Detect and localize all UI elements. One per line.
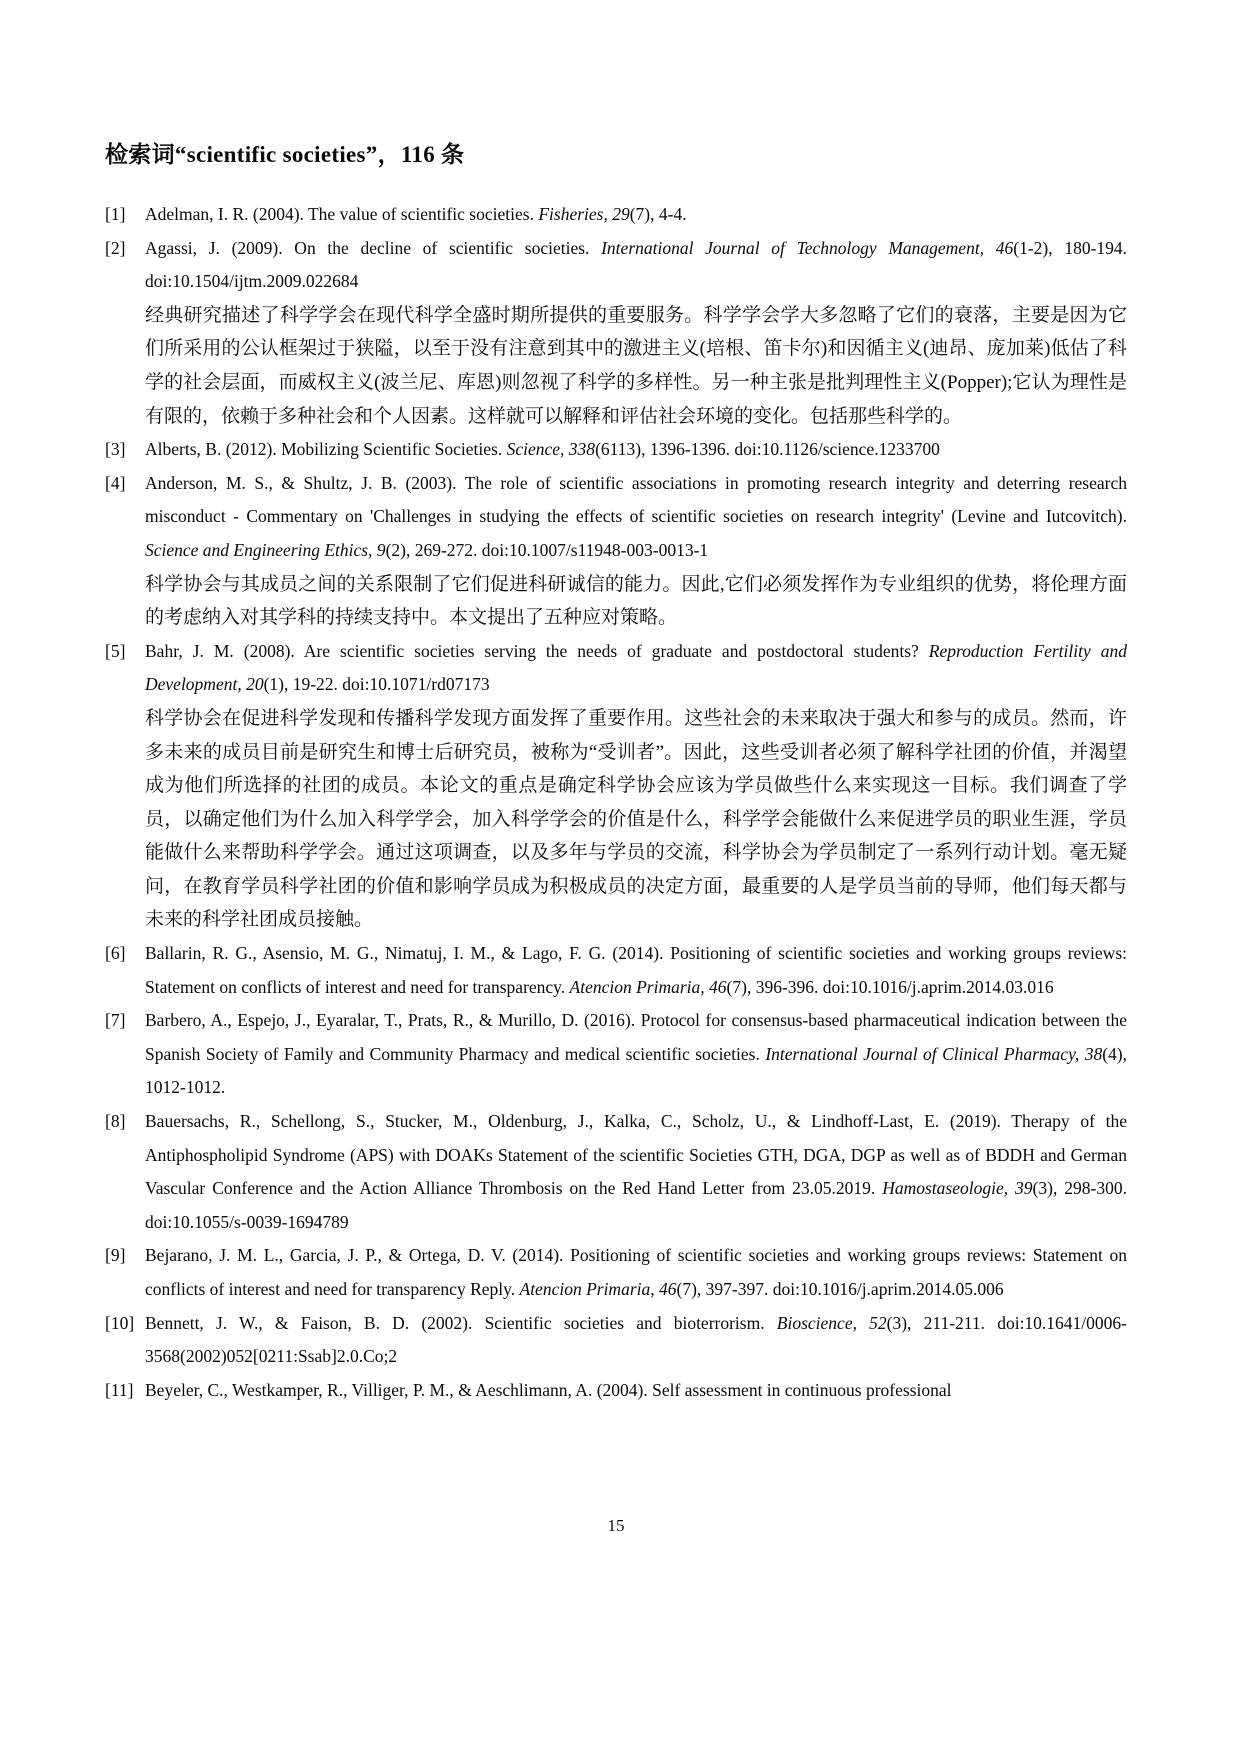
reference-item	[105, 937, 1127, 1004]
reference-citation: Bejarano, J. M. L., Garcia, J. P., & Ortega, D. V. (2014). Positioning of scientific societies and working groups reviews: Statement on conflicts of interest and need for transparency Reply. Atencion Primaria, 46(7), 397-397. doi:10.1016/j.aprim.2014.05.006	[145, 1245, 1127, 1299]
reference-abstract-zh: 科学协会在促进科学发现和传播科学发现方面发挥了重要作用。这些社会的未来取决于强大和参与的成员。然而，许多未来的成员目前是研究生和博士后研究员，被称为“受训者”。因此，这些受训者必须了解科学社团的价值，并渴望成为他们所选择的社团的成员。本论文的重点是确定科学协会应该为学员做些什么来实现这一目标。我们调查了学员，以确定他们为什么加入科学学会，加入科学学会的价值是什么，科学学会能做什么来促进学员的职业生涯，学员能做什么来帮助科学学会。通过这项调查，以及多年与学员的交流，科学协会为学员制定了一系列行动计划。毫无疑问，在教育学员科学社团的价值和影响学员成为积极成员的决定方面，最重要的人是学员当前的导师，他们每天都与未来的科学社团成员接触。	[145, 707, 1127, 931]
reference-item	[105, 635, 1127, 937]
reference-number: [2]	[105, 237, 126, 258]
reference-number: [9]	[105, 1245, 126, 1266]
reference-citation: Barbero, A., Espejo, J., Eyaralar, T., Prats, R., & Murillo, D. (2016). Protocol for consensus-based pharmaceutical indication between the Spanish Society of Family and Community Pharmacy and medical scientific societies. International Journal of Clinical Pharmacy, 38(4), 1012-1012.	[145, 1010, 1127, 1098]
reference-number: [3]	[105, 439, 126, 460]
reference-number: [10]	[105, 1312, 135, 1333]
reference-number: [5]	[105, 640, 126, 661]
reference-item	[105, 1239, 1127, 1306]
reference-list	[105, 198, 1127, 1407]
page-number: 15	[607, 1516, 625, 1535]
reference-citation: Ballarin, R. G., Asensio, M. G., Nimatuj, I. M., & Lago, F. G. (2014). Positioning of scientific societies and working groups reviews: Statement on conflicts of interest and need for transparency. Atencion Primaria, 46(7), 396-396. doi:10.1016/j.aprim.2014.03.016	[145, 943, 1127, 997]
page-content	[105, 138, 1127, 1407]
reference-citation: Beyeler, C., Westkamper, R., Villiger, P. M., & Aeschlimann, A. (2004). Self assessment in continuous professional	[145, 1379, 952, 1400]
reference-item	[105, 1374, 1127, 1408]
reference-abstract-zh: 科学协会与其成员之间的关系限制了它们促进科研诚信的能力。因此,它们必须发挥作为专业组织的优势，将伦理方面的考虑纳入对其学科的持续支持中。本文提出了五种应对策略。	[145, 573, 1127, 629]
reference-citation: Adelman, I. R. (2004). The value of scientific societies. Fisheries, 29(7), 4-4.	[145, 204, 687, 224]
reference-citation: Anderson, M. S., & Shultz, J. B. (2003). The role of scientific associations in promoting research integrity and deterring research misconduct - Commentary on 'Challenges in studying the effects of scientific societies on research integrity' (Levine and Iutcovitch). Science and Engineering Ethics, 9(2), 269-272. doi:10.1007/s11948-003-0013-1	[145, 472, 1127, 560]
reference-number: [7]	[105, 1010, 126, 1031]
reference-number: [4]	[105, 472, 126, 493]
page-title: 检索词“scientific societies”，116 条	[105, 142, 465, 167]
reference-citation: Alberts, B. (2012). Mobilizing Scientific Societies. Science, 338(6113), 1396-1396. doi:10.1126/science.1233700	[145, 439, 940, 460]
reference-abstract-zh: 经典研究描述了科学学会在现代科学全盛时期所提供的重要服务。科学学会学大多忽略了它们的衰落，主要是因为它们所采用的公认框架过于狭隘，以至于没有注意到其中的激进主义(培根、笛卡尔)和因循主义(迪昂、庞加莱)低估了科学的社会层面，而威权主义(波兰尼、库恩)则忽视了科学的多样性。另一种主张是批判理性主义(Popper);它认为理性是有限的，依赖于多种社会和个人因素。这样就可以解释和评估社会环境的变化。包括那些科学的。	[145, 304, 1127, 427]
reference-number: [1]	[105, 204, 126, 224]
reference-number: [6]	[105, 943, 126, 964]
reference-item	[105, 1004, 1127, 1105]
reference-number: [11]	[105, 1379, 134, 1400]
reference-item	[105, 1105, 1127, 1239]
reference-citation: Bahr, J. M. (2008). Are scientific societies serving the needs of graduate and postdoctoral students? Reproduction Fertility and Development, 20(1), 19-22. doi:10.1071/rd07173	[145, 640, 1127, 695]
reference-item	[105, 433, 1127, 467]
reference-citation: Bennett, J. W., & Faison, B. D. (2002). Scientific societies and bioterrorism. Bioscience, 52(3), 211-211. doi:10.1641/0006-3568(2002)052[0211:Ssab]2.0.Co;2	[145, 1312, 1128, 1367]
reference-number: [8]	[105, 1111, 126, 1132]
reference-item	[105, 467, 1127, 635]
reference-item	[105, 232, 1127, 434]
reference-item	[105, 1307, 1127, 1374]
reference-citation: Bauersachs, R., Schellong, S., Stucker, M., Oldenburg, J., Kalka, C., Scholz, U., & Lindhoff-Last, E. (2019). Therapy of the Antiphospholipid Syndrome (APS) with DOAKs Statement of the scientific Societies GTH, DGA, DGP as well as of BDDH and German Vascular Conference and the Action Alliance Thrombosis on the Red Hand Letter from 23.05.2019. Hamostaseologie, 39(3), 298-300. doi:10.1055/s-0039-1694789	[145, 1111, 1127, 1232]
reference-citation: Agassi, J. (2009). On the decline of scientific societies. International Journal of Technology Management, 46(1-2), 180-194. doi:10.1504/ijtm.2009.022684	[145, 237, 1128, 292]
reference-item	[105, 198, 1127, 232]
